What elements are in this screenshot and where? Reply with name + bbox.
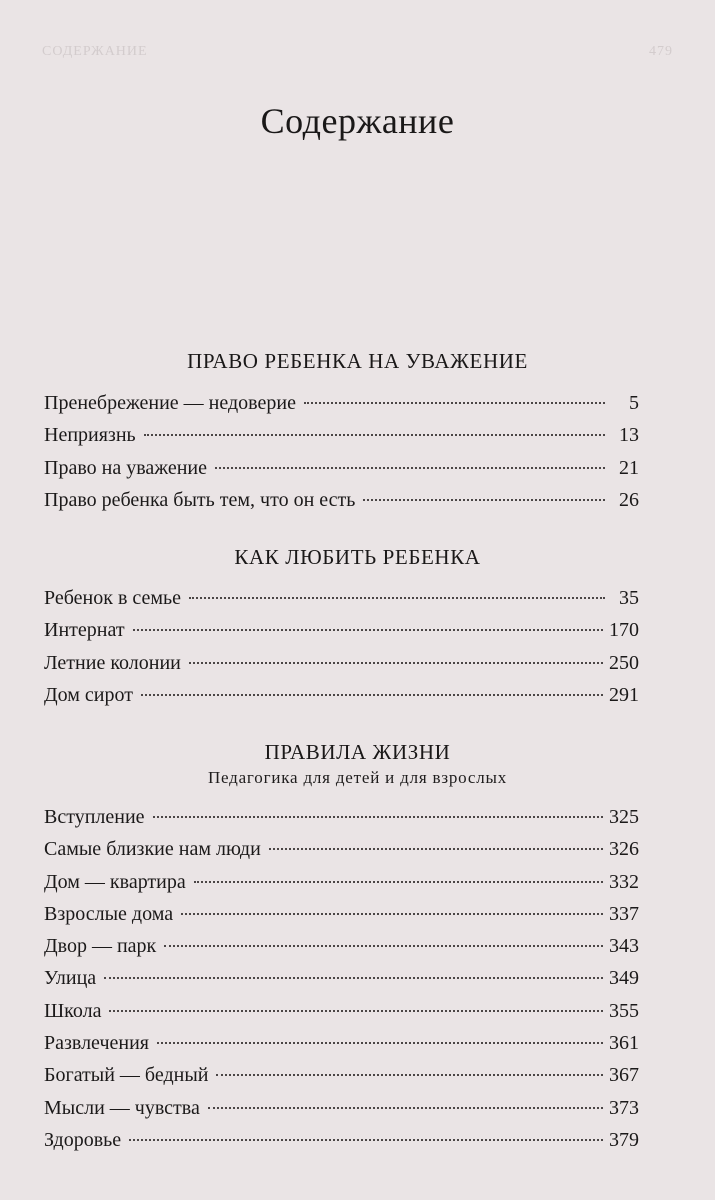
- dot-leader: [109, 1010, 603, 1012]
- dot-leader: [194, 881, 603, 883]
- toc-entry-title: Двор — парк: [44, 935, 157, 958]
- toc-entry-title: Самые близкие нам люди: [44, 838, 261, 861]
- dot-leader: [164, 945, 603, 947]
- toc-entry-page: 355: [609, 999, 639, 1022]
- toc-entry-title: Ребенок в семье: [44, 587, 182, 609]
- section-heading-pravo-rebenka: ПРАВО РЕБЕНКА НА УВАЖЕНИЕ: [187, 349, 528, 373]
- dot-leader: [133, 629, 603, 631]
- toc-entry-title: Здоровье: [44, 1128, 122, 1151]
- dot-leader: [363, 499, 605, 501]
- section-subtitle: Педагогика для детей и для взрослых: [207, 768, 508, 787]
- toc-entry[interactable]: [44, 1000, 639, 1032]
- toc-entry-title: Неприязнь: [44, 424, 136, 447]
- toc-entry-title: Интернат: [44, 619, 125, 642]
- toc-entry-page: 373: [609, 1096, 639, 1119]
- toc-entry[interactable]: [44, 935, 639, 967]
- page-title: Содержание: [260, 101, 455, 141]
- dot-leader: [215, 467, 605, 469]
- section-heading-kak-lyubit: КАК ЛЮБИТЬ РЕБЕНКА: [234, 545, 481, 569]
- dot-leader: [304, 402, 605, 404]
- toc-entry[interactable]: [44, 489, 639, 521]
- toc-entry-title: Пренебрежение — недоверие: [44, 392, 296, 414]
- dot-leader: [157, 1042, 603, 1044]
- dot-leader: [141, 694, 603, 696]
- toc-entry[interactable]: [44, 1032, 639, 1064]
- toc-entry-page: 349: [609, 967, 639, 990]
- toc-entry[interactable]: [44, 424, 639, 456]
- toc-entry-title: Дом сирот: [44, 683, 133, 706]
- toc-entry[interactable]: [44, 587, 639, 619]
- dot-leader: [129, 1139, 603, 1141]
- toc-entry-page: 21: [619, 456, 639, 479]
- toc-entry[interactable]: [44, 1129, 639, 1161]
- toc-entry-page: 332: [609, 870, 639, 893]
- toc-entry-page: 337: [609, 902, 639, 925]
- toc-entry-title: Летние колонии: [44, 651, 181, 674]
- running-head-title: СОДЕРЖАНИЕ: [42, 44, 148, 59]
- toc-entry[interactable]: [44, 838, 639, 870]
- running-head: [42, 44, 673, 68]
- toc-entry[interactable]: [44, 871, 639, 903]
- toc-entry-title: Вступление: [44, 806, 145, 828]
- toc-entry-title: Взрослые дома: [44, 902, 174, 925]
- toc-entry-title: Право на уважение: [44, 456, 207, 479]
- toc-entry-title: Право ребенка быть тем, что он есть: [44, 488, 356, 511]
- toc-entry-page: 291: [609, 683, 639, 706]
- toc-entry[interactable]: [44, 1097, 639, 1129]
- toc-list-section-2: [44, 587, 639, 716]
- toc-entry[interactable]: [44, 392, 639, 424]
- dot-leader: [144, 434, 605, 436]
- running-head-page-number: 479: [649, 44, 673, 59]
- dot-leader: [104, 977, 603, 979]
- toc-entry-page: 367: [609, 1064, 639, 1087]
- dot-leader: [269, 848, 603, 850]
- toc-entry-page: 250: [609, 651, 639, 674]
- toc-entry-page: 379: [609, 1128, 639, 1151]
- dot-leader: [189, 597, 605, 599]
- toc-entry-title: Улица: [44, 967, 97, 990]
- toc-entry[interactable]: [44, 903, 639, 935]
- toc-entry[interactable]: [44, 457, 639, 489]
- dot-leader: [216, 1074, 603, 1076]
- toc-entry-page: 13: [619, 424, 639, 447]
- toc-entry[interactable]: [44, 967, 639, 999]
- toc-entry-title: Дом — квартира: [44, 870, 186, 893]
- dot-leader: [208, 1107, 603, 1109]
- toc-entry-title: Мысли — чувства: [44, 1096, 200, 1119]
- toc-entry[interactable]: [44, 619, 639, 651]
- dot-leader: [181, 913, 603, 915]
- toc-entry-page: 26: [619, 488, 639, 511]
- toc-entry-page: 326: [609, 838, 639, 861]
- toc-entry[interactable]: [44, 806, 639, 838]
- section-heading-pravila-zhizni: ПРАВИЛА ЖИЗНИ: [264, 740, 451, 764]
- toc-entry[interactable]: [44, 684, 639, 716]
- dot-leader: [153, 816, 603, 818]
- toc-entry-page: 5: [629, 392, 639, 414]
- toc-entry-page: 170: [609, 619, 639, 642]
- toc-entry-title: Развлечения: [44, 1032, 149, 1055]
- toc-entry-page: 35: [619, 587, 639, 609]
- toc-entry-page: 361: [609, 1032, 639, 1055]
- toc-list-section-1: [44, 392, 639, 521]
- toc-entry-page: 343: [609, 935, 639, 958]
- toc-entry-title: Богатый — бедный: [44, 1064, 209, 1087]
- dot-leader: [189, 662, 603, 664]
- toc-entry-page: 325: [609, 806, 639, 828]
- toc-entry[interactable]: [44, 652, 639, 684]
- toc-list-section-3: [44, 806, 639, 1161]
- toc-entry-title: Школа: [44, 999, 102, 1022]
- toc-entry[interactable]: [44, 1064, 639, 1096]
